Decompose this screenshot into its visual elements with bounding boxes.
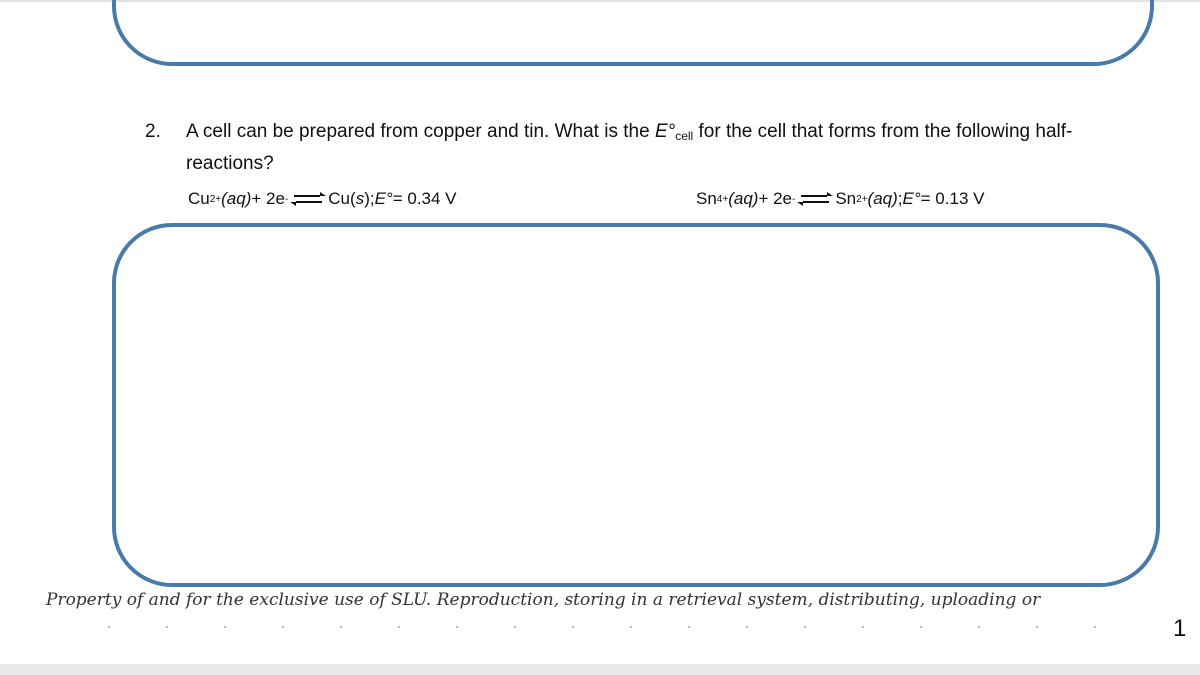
tin-product: Sn bbox=[835, 189, 857, 208]
tin-product-state: (aq) bbox=[867, 189, 898, 208]
copper-product: Cu( bbox=[328, 189, 356, 208]
tin-ion: Sn bbox=[696, 189, 717, 208]
cut-off-text-line bbox=[80, 624, 1120, 630]
tin-electron-charge: - bbox=[792, 193, 796, 205]
page-bottom-edge bbox=[0, 664, 1200, 675]
copper-potential-symbol: E° bbox=[374, 189, 393, 208]
question-text bbox=[186, 118, 1105, 177]
copper-ion-state: (aq) bbox=[221, 189, 252, 208]
cell-potential-symbol: E° bbox=[654, 121, 676, 142]
tin-potential-symbol: E° bbox=[902, 189, 921, 208]
previous-answer-box[interactable] bbox=[112, 0, 1154, 66]
half-reaction-copper bbox=[188, 189, 457, 209]
tin-electrons: + 2e bbox=[758, 189, 792, 208]
copper-electrons: + 2e bbox=[251, 189, 285, 208]
copyright-notice: Property of and for the exclusive use of SLU. Reproduction, storing in a retrieval system, distributing, uploading or bbox=[46, 590, 1041, 610]
tin-ion-charge: 4+ bbox=[716, 193, 729, 205]
copper-ion-charge: 2+ bbox=[209, 193, 222, 205]
question-text-before: A cell can be prepared from copper and tin. What is the bbox=[186, 121, 655, 142]
half-reaction-tin bbox=[696, 189, 984, 209]
question-text-after: for the cell that forms from the following half-reactions? bbox=[186, 121, 1073, 174]
tin-potential-value: = 0.13 V bbox=[920, 189, 985, 208]
page-number: 1 bbox=[1173, 615, 1187, 642]
equilibrium-arrow-icon bbox=[797, 190, 833, 208]
copper-product-tail: ); bbox=[364, 189, 375, 208]
question-number: 2. bbox=[145, 121, 161, 142]
cell-potential-subscript: cell bbox=[675, 129, 694, 143]
question-2 bbox=[145, 118, 1105, 177]
tin-product-tail: ; bbox=[897, 189, 903, 208]
copper-electron-charge: - bbox=[284, 193, 289, 205]
answer-box[interactable] bbox=[112, 223, 1160, 587]
tin-ion-state: (aq) bbox=[728, 189, 759, 208]
copper-potential-value: = 0.34 V bbox=[392, 189, 457, 208]
copper-ion: Cu bbox=[188, 189, 210, 208]
tin-product-charge: 2+ bbox=[856, 193, 868, 205]
copper-product-state: s bbox=[355, 189, 365, 208]
equilibrium-arrow-icon bbox=[290, 190, 326, 208]
